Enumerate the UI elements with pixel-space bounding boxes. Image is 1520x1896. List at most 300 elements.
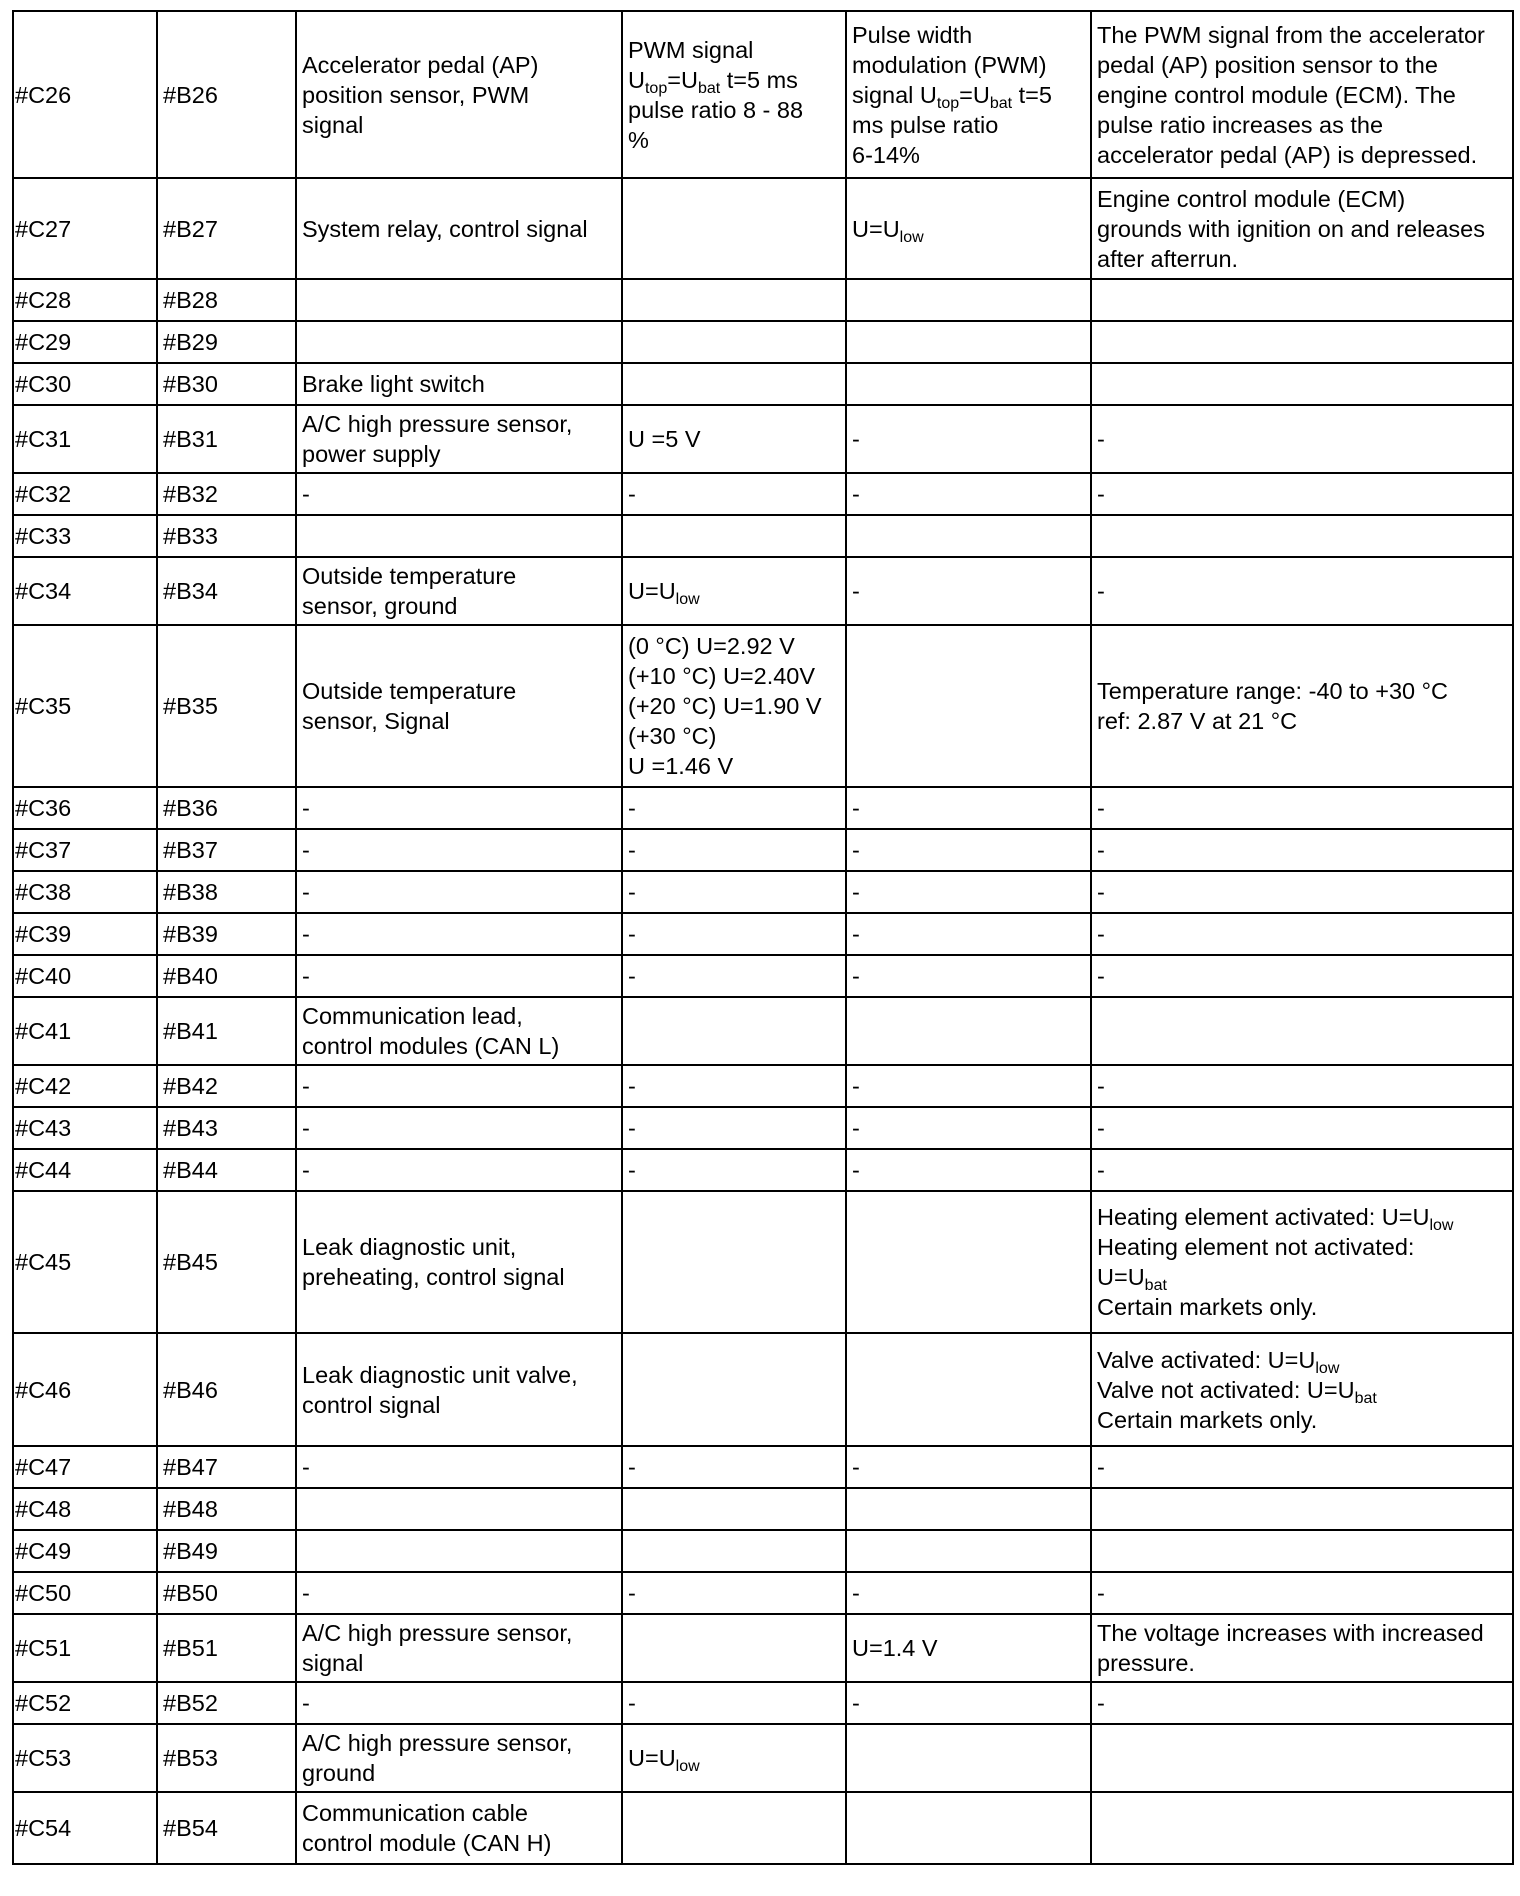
pin-b-cell: #B48 (157, 1488, 296, 1530)
cell-line: after afterrun. (1097, 245, 1239, 272)
pin-c-cell: #C26 (13, 11, 157, 178)
cell-line: - (1097, 1073, 1105, 1099)
table-row (13, 1724, 1513, 1792)
value-cell-1 (622, 515, 846, 557)
component-cell (296, 625, 622, 787)
table-row (13, 557, 1513, 625)
pin-b-cell: #B34 (157, 557, 296, 625)
pin-c-cell: #C50 (13, 1572, 157, 1614)
table-row (13, 473, 1513, 515)
pin-b-cell: #B39 (157, 913, 296, 955)
pin-c-cell: #C42 (13, 1065, 157, 1107)
pin-c-cell: #C35 (13, 625, 157, 787)
pin-c-cell: #C31 (13, 405, 157, 473)
cell-line: $U=U_{low}$ (628, 578, 700, 608)
table-row (13, 1333, 1513, 1446)
pin-b-cell: #B52 (157, 1682, 296, 1724)
component-cell (296, 557, 622, 625)
pin-c-cell: #C39 (13, 913, 157, 955)
cell-line: - (1097, 837, 1105, 863)
cell-line: - (852, 921, 860, 947)
description-cell (1091, 997, 1513, 1065)
cell-line: - (1097, 1115, 1105, 1141)
value-cell-2 (846, 557, 1091, 625)
cell-line: (+30 °C) (628, 723, 717, 749)
table-row (13, 1572, 1513, 1614)
pin-b-cell: #B46 (157, 1333, 296, 1446)
cell-line: signal $U_{top}=U_{bat}$ t=5 (852, 81, 1052, 112)
cell-line: Communication cable (302, 1800, 528, 1826)
value-cell-1 (622, 1530, 846, 1572)
value-cell-2 (846, 1572, 1091, 1614)
table-row (13, 1530, 1513, 1572)
table-row (13, 321, 1513, 363)
value-cell-1 (622, 178, 846, 279)
pin-b-cell: #B43 (157, 1107, 296, 1149)
cell-line: Certain markets only. (1097, 1294, 1318, 1320)
value-cell-2 (846, 1724, 1091, 1792)
value-cell-2 (846, 1191, 1091, 1333)
cell-line: - (1097, 578, 1105, 604)
value-cell-1 (622, 997, 846, 1065)
cell-line: % (628, 126, 649, 153)
pin-b-cell: #B53 (157, 1724, 296, 1792)
cell-line: power supply (302, 441, 441, 467)
cell-line: pressure. (1097, 1650, 1195, 1676)
pin-c-cell: #C53 (13, 1724, 157, 1792)
table-row (13, 913, 1513, 955)
cell-line: ref: 2.87 V at 21 °C (1097, 708, 1298, 734)
cell-line: ms pulse ratio (852, 111, 999, 138)
component-cell (296, 913, 622, 955)
cell-line: - (852, 837, 860, 863)
value-cell-2 (846, 625, 1091, 787)
value-cell-1 (622, 1488, 846, 1530)
cell-line: engine control module (ECM). The (1097, 81, 1456, 108)
value-cell-2 (846, 515, 1091, 557)
description-cell (1091, 1724, 1513, 1792)
cell-line: - (302, 921, 310, 947)
table-row (13, 625, 1513, 787)
component-cell (296, 405, 622, 473)
cell-line: (0 °C) U=2.92 V (628, 633, 795, 659)
cell-line: preheating, control signal (302, 1264, 565, 1290)
pin-b-cell: #B40 (157, 955, 296, 997)
value-cell-1 (622, 1572, 846, 1614)
value-cell-2 (846, 473, 1091, 515)
value-cell-2 (846, 178, 1091, 279)
cell-line: pulse ratio 8 - 88 (628, 96, 804, 123)
cell-line: - (1097, 879, 1105, 905)
value-cell-2 (846, 363, 1091, 405)
cell-line: signal (302, 111, 364, 138)
description-cell (1091, 1065, 1513, 1107)
cell-line: grounds with ignition on and releases (1097, 215, 1486, 242)
cell-line: - (852, 1073, 860, 1099)
cell-line: Valve not activated: $U=U_{bat}$ (1097, 1376, 1377, 1407)
value-cell-1 (622, 1333, 846, 1446)
table-row (13, 871, 1513, 913)
value-cell-2 (846, 871, 1091, 913)
pin-b-cell: #B45 (157, 1191, 296, 1333)
description-cell (1091, 1792, 1513, 1864)
value-cell-2 (846, 321, 1091, 363)
component-cell (296, 787, 622, 829)
pin-c-cell: #C29 (13, 321, 157, 363)
value-cell-1 (622, 1446, 846, 1488)
table-row (13, 1682, 1513, 1724)
pin-c-cell: #C54 (13, 1792, 157, 1864)
value-cell-1 (622, 787, 846, 829)
pin-b-cell: #B41 (157, 997, 296, 1065)
description-cell (1091, 871, 1513, 913)
description-cell (1091, 405, 1513, 473)
cell-line: ground (302, 1760, 376, 1786)
description-cell (1091, 1488, 1513, 1530)
value-cell-1 (622, 871, 846, 913)
description-cell (1091, 1682, 1513, 1724)
cell-line: - (628, 921, 636, 947)
value-cell-1 (622, 279, 846, 321)
description-cell (1091, 625, 1513, 787)
table-row (13, 1191, 1513, 1333)
cell-line: PWM signal (628, 36, 754, 63)
cell-line: (+10 °C) U=2.40V (628, 663, 816, 689)
pin-c-cell: #C34 (13, 557, 157, 625)
value-cell-1 (622, 829, 846, 871)
cell-line: Heating element not activated: (1097, 1234, 1415, 1260)
table-row (13, 279, 1513, 321)
table-row (13, 1488, 1513, 1530)
cell-line: - (852, 1580, 860, 1606)
table-row (13, 11, 1513, 178)
description-cell (1091, 11, 1513, 178)
cell-line: 6-14% (852, 141, 920, 168)
cell-line: - (1097, 963, 1105, 989)
cell-line: $U_{top}=U_{bat}$ t=5 ms (628, 66, 798, 97)
pin-c-cell: #C51 (13, 1614, 157, 1682)
cell-line: - (302, 1580, 310, 1606)
cell-line: - (628, 837, 636, 863)
pin-b-cell: #B29 (157, 321, 296, 363)
description-cell (1091, 321, 1513, 363)
pin-table (12, 10, 1514, 1865)
pin-b-cell: #B32 (157, 473, 296, 515)
component-cell (296, 1149, 622, 1191)
component-cell (296, 363, 622, 405)
cell-line: - (628, 481, 636, 507)
cell-line: U =1.46 V (628, 753, 734, 779)
pin-c-cell: #C47 (13, 1446, 157, 1488)
value-cell-2 (846, 1149, 1091, 1191)
description-cell (1091, 787, 1513, 829)
cell-line: - (628, 1580, 636, 1606)
component-cell (296, 473, 622, 515)
pin-c-cell: #C32 (13, 473, 157, 515)
cell-line: position sensor, PWM (302, 81, 530, 108)
cell-line: - (302, 963, 310, 989)
description-cell (1091, 1446, 1513, 1488)
table-row (13, 997, 1513, 1065)
value-cell-2 (846, 997, 1091, 1065)
cell-line: Outside temperature (302, 678, 517, 704)
component-cell (296, 11, 622, 178)
cell-line: - (628, 795, 636, 821)
cell-line: - (302, 1690, 310, 1716)
value-cell-1 (622, 321, 846, 363)
cell-line: control module (CAN H) (302, 1830, 552, 1856)
cell-line: - (302, 481, 310, 507)
component-cell (296, 871, 622, 913)
cell-line: A/C high pressure sensor, (302, 1620, 573, 1646)
cell-line: - (1097, 1690, 1105, 1716)
description-cell (1091, 515, 1513, 557)
component-cell (296, 515, 622, 557)
cell-line: $U=U_{bat}$ (1097, 1264, 1167, 1294)
cell-line: pulse ratio increases as the (1097, 111, 1384, 138)
pin-c-cell: #C33 (13, 515, 157, 557)
pin-c-cell: #C44 (13, 1149, 157, 1191)
cell-line: Outside temperature (302, 563, 517, 589)
pin-c-cell: #C27 (13, 178, 157, 279)
pin-c-cell: #C37 (13, 829, 157, 871)
pin-c-cell: #C40 (13, 955, 157, 997)
component-cell (296, 1333, 622, 1446)
cell-line: accelerator pedal (AP) is depressed. (1097, 141, 1478, 168)
component-cell (296, 1446, 622, 1488)
value-cell-2 (846, 1065, 1091, 1107)
description-cell (1091, 1572, 1513, 1614)
description-cell (1091, 955, 1513, 997)
value-cell-2 (846, 1682, 1091, 1724)
cell-line: - (302, 1454, 310, 1480)
value-cell-1 (622, 1191, 846, 1333)
cell-line: signal (302, 1650, 364, 1676)
pin-c-cell: #C43 (13, 1107, 157, 1149)
cell-line: control signal (302, 1391, 441, 1418)
table-row (13, 787, 1513, 829)
pin-c-cell: #C36 (13, 787, 157, 829)
value-cell-2 (846, 1530, 1091, 1572)
description-cell (1091, 279, 1513, 321)
cell-line: - (302, 837, 310, 863)
cell-line: Brake light switch (302, 371, 485, 397)
component-cell (296, 1724, 622, 1792)
cell-line: - (628, 1115, 636, 1141)
cell-line: - (302, 1073, 310, 1099)
description-cell (1091, 178, 1513, 279)
cell-line: - (1097, 426, 1105, 452)
component-cell (296, 1107, 622, 1149)
cell-line: Accelerator pedal (AP) (302, 51, 539, 78)
pin-c-cell: #C30 (13, 363, 157, 405)
description-cell (1091, 1333, 1513, 1446)
value-cell-2 (846, 405, 1091, 473)
value-cell-2 (846, 1446, 1091, 1488)
description-cell (1091, 473, 1513, 515)
cell-line: - (628, 1454, 636, 1480)
cell-line: Valve activated: $U=U_{low}$ (1097, 1346, 1340, 1377)
description-cell (1091, 557, 1513, 625)
cell-line: sensor, ground (302, 593, 458, 619)
cell-line: $U=U_{low}$ (628, 1745, 700, 1775)
pin-c-cell: #C46 (13, 1333, 157, 1446)
pin-b-cell: #B50 (157, 1572, 296, 1614)
table-row (13, 1149, 1513, 1191)
pin-b-cell: #B38 (157, 871, 296, 913)
table-row (13, 515, 1513, 557)
pin-b-cell: #B54 (157, 1792, 296, 1864)
value-cell-1 (622, 1682, 846, 1724)
description-cell (1091, 913, 1513, 955)
component-cell (296, 1530, 622, 1572)
table-row (13, 363, 1513, 405)
cell-line: - (852, 1115, 860, 1141)
pin-b-cell: #B49 (157, 1530, 296, 1572)
pin-b-cell: #B42 (157, 1065, 296, 1107)
component-cell (296, 321, 622, 363)
cell-line: Engine control module (ECM) (1097, 185, 1406, 212)
cell-line: - (1097, 1157, 1105, 1183)
pin-c-cell: #C45 (13, 1191, 157, 1333)
value-cell-2 (846, 829, 1091, 871)
description-cell (1091, 1530, 1513, 1572)
pin-b-cell: #B28 (157, 279, 296, 321)
cell-line: Temperature range: -40 to +30 °C (1097, 678, 1448, 704)
table-row (13, 829, 1513, 871)
cell-line: - (852, 1690, 860, 1716)
cell-line: Certain markets only. (1097, 1406, 1318, 1433)
value-cell-1 (622, 557, 846, 625)
cell-line: - (1097, 1454, 1105, 1480)
component-cell (296, 1614, 622, 1682)
component-cell (296, 1682, 622, 1724)
value-cell-1 (622, 1065, 846, 1107)
component-cell (296, 1572, 622, 1614)
cell-line: - (852, 795, 860, 821)
cell-line: - (302, 795, 310, 821)
cell-line: control modules (CAN L) (302, 1033, 560, 1059)
cell-line: A/C high pressure sensor, (302, 411, 573, 437)
component-cell (296, 1792, 622, 1864)
value-cell-2 (846, 1488, 1091, 1530)
pin-c-cell: #C28 (13, 279, 157, 321)
pin-b-cell: #B26 (157, 11, 296, 178)
value-cell-2 (846, 279, 1091, 321)
cell-line: modulation (PWM) (852, 51, 1047, 78)
value-cell-1 (622, 1149, 846, 1191)
value-cell-2 (846, 1614, 1091, 1682)
cell-line: - (628, 1690, 636, 1716)
cell-line: U=1.4 V (852, 1635, 938, 1661)
cell-line: Leak diagnostic unit valve, (302, 1361, 578, 1388)
cell-line: sensor, Signal (302, 708, 450, 734)
cell-line: - (852, 879, 860, 905)
value-cell-1 (622, 625, 846, 787)
component-cell (296, 1065, 622, 1107)
value-cell-1 (622, 1792, 846, 1864)
description-cell (1091, 363, 1513, 405)
component-cell (296, 1191, 622, 1333)
cell-line: - (628, 1073, 636, 1099)
cell-line: Pulse width (852, 21, 973, 48)
pin-c-cell: #C52 (13, 1682, 157, 1724)
table-row (13, 1065, 1513, 1107)
description-cell (1091, 1107, 1513, 1149)
pin-b-cell: #B51 (157, 1614, 296, 1682)
cell-line: - (1097, 1580, 1105, 1606)
cell-line: (+20 °C) U=1.90 V (628, 693, 822, 719)
cell-line: $U=U_{low}$ (852, 215, 924, 246)
cell-line: The voltage increases with increased (1097, 1620, 1484, 1646)
table-row (13, 178, 1513, 279)
value-cell-1 (622, 363, 846, 405)
table-row (13, 1446, 1513, 1488)
description-cell (1091, 1149, 1513, 1191)
value-cell-2 (846, 787, 1091, 829)
cell-line: System relay, control signal (302, 215, 588, 242)
pin-b-cell: #B27 (157, 178, 296, 279)
cell-line: Heating element activated: $U=U_{low}$ (1097, 1204, 1454, 1234)
cell-line: - (852, 1454, 860, 1480)
pin-c-cell: #C38 (13, 871, 157, 913)
cell-line: - (628, 963, 636, 989)
cell-line: - (302, 1115, 310, 1141)
pin-b-cell: #B35 (157, 625, 296, 787)
pin-b-cell: #B30 (157, 363, 296, 405)
component-cell (296, 178, 622, 279)
description-cell (1091, 1614, 1513, 1682)
pin-b-cell: #B33 (157, 515, 296, 557)
cell-line: - (852, 963, 860, 989)
component-cell (296, 829, 622, 871)
cell-line: - (1097, 481, 1105, 507)
pin-c-cell: #C49 (13, 1530, 157, 1572)
value-cell-2 (846, 1107, 1091, 1149)
value-cell-1 (622, 473, 846, 515)
value-cell-1 (622, 1614, 846, 1682)
cell-line: - (852, 426, 860, 452)
value-cell-1 (622, 1107, 846, 1149)
cell-line: Leak diagnostic unit, (302, 1234, 517, 1260)
value-cell-1 (622, 405, 846, 473)
value-cell-2 (846, 1333, 1091, 1446)
cell-line: U =5 V (628, 426, 701, 452)
cell-line: A/C high pressure sensor, (302, 1730, 573, 1756)
description-cell (1091, 829, 1513, 871)
cell-line: - (852, 481, 860, 507)
cell-line: pedal (AP) position sensor to the (1097, 51, 1438, 78)
cell-line: - (1097, 795, 1105, 821)
pin-b-cell: #B31 (157, 405, 296, 473)
value-cell-1 (622, 11, 846, 178)
value-cell-2 (846, 11, 1091, 178)
cell-line: - (302, 879, 310, 905)
table-row (13, 1107, 1513, 1149)
component-cell (296, 1488, 622, 1530)
table-row (13, 405, 1513, 473)
value-cell-2 (846, 1792, 1091, 1864)
cell-line: - (628, 879, 636, 905)
pin-c-cell: #C48 (13, 1488, 157, 1530)
cell-line: - (628, 1157, 636, 1183)
component-cell (296, 955, 622, 997)
cell-line: Communication lead, (302, 1003, 523, 1029)
table-row (13, 1792, 1513, 1864)
cell-line: - (302, 1157, 310, 1183)
table-row (13, 1614, 1513, 1682)
pin-b-cell: #B47 (157, 1446, 296, 1488)
